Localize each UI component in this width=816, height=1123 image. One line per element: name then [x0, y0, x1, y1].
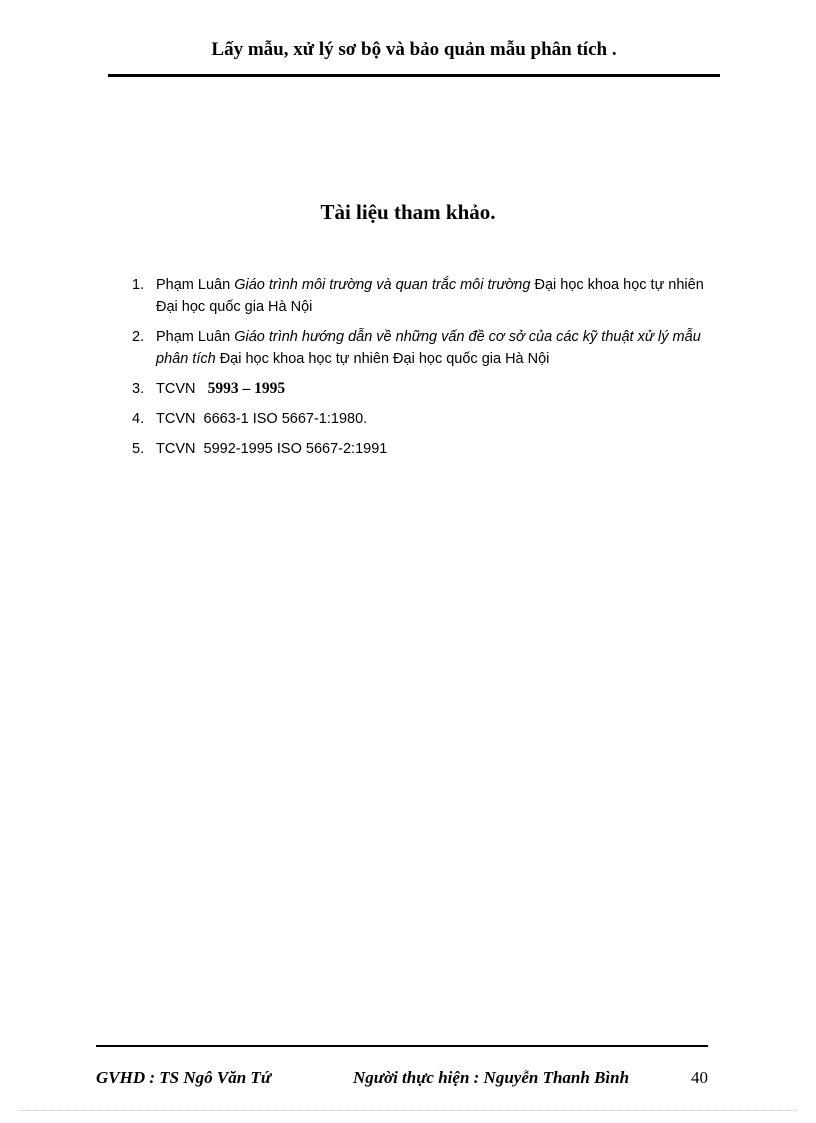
reference-item-2: [132, 326, 727, 370]
reference-title: Giáo trình môi trường và quan trắc môi trường: [234, 277, 531, 293]
footer-author: Người thực hiện : Nguyễn Thanh Bình: [353, 1068, 630, 1087]
footer-divider: [96, 1045, 708, 1047]
footer-advisor: GVHD : TS Ngô Văn Tứ: [96, 1068, 272, 1087]
reference-author: Phạm Luân: [156, 329, 235, 345]
page-edge-divider: [20, 1110, 796, 1111]
reference-item-4: [132, 408, 727, 430]
reference-standard-prefix: TCVN: [156, 381, 208, 397]
reference-item-5: [132, 438, 727, 460]
references-heading: Tài liệu tham khảo.: [320, 200, 496, 224]
reference-number: 3.: [132, 381, 145, 397]
reference-standard-code: 5993 – 1995: [207, 380, 286, 397]
reference-number: 2.: [132, 329, 145, 345]
page-number: 40: [691, 1068, 708, 1087]
reference-text: TCVN 5992-1995 ISO 5667-2:1991: [156, 441, 388, 457]
header-divider: [108, 74, 720, 77]
reference-author: Phạm Luân: [156, 277, 235, 293]
reference-number: 5.: [132, 441, 145, 457]
reference-publisher: Đại học khoa học tự nhiên Đại học quốc gia Hà Nội: [215, 351, 550, 367]
reference-item-3: [132, 378, 727, 400]
reference-number: 4.: [132, 411, 145, 427]
reference-publisher: Đại học khoa học tự nhiên Đại học quốc gia Hà Nội: [156, 277, 704, 315]
running-header-title: Lấy mẫu, xử lý sơ bộ và bảo quản mẫu phân tích .: [211, 39, 617, 60]
reference-text: TCVN 6663-1 ISO 5667-1:1980.: [156, 411, 368, 427]
reference-item-1: [132, 274, 727, 318]
reference-title: Giáo trình hướng dẫn về những vấn đề cơ sở của các kỹ thuật xử lý mẫu phân tích: [156, 329, 701, 367]
reference-number: 1.: [132, 277, 145, 293]
references-list: [132, 274, 727, 468]
